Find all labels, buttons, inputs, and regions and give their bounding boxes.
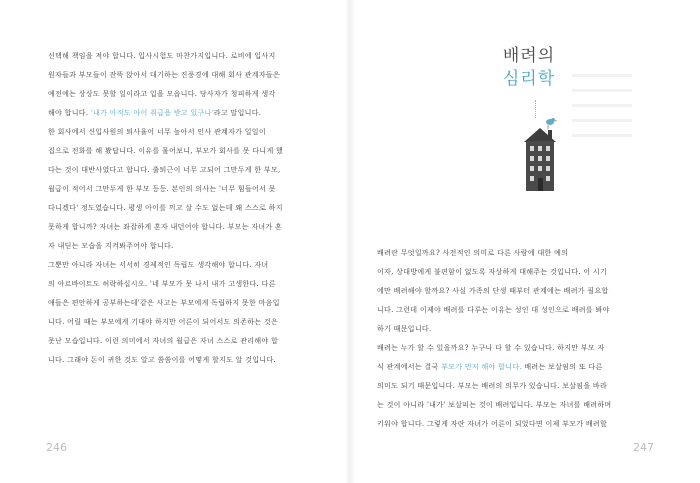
faded-background-text <box>572 74 642 149</box>
text-line: 의 아르바이트도 허락하십시오. '네 부모가 못 나서 내가 고생한다. 다른 <box>48 280 276 288</box>
left-body-text <box>48 47 310 370</box>
text-line: 니다. 어릴 때는 부모에게 기대야 하지만 어른이 되어서도 의존하는 것은 <box>48 318 279 326</box>
text-line: 이자, 상대방에게 불편함이 없도록 자상하게 대해주는 것입니다. 이 시기 <box>377 268 608 276</box>
text-line: 다니겠다' 정도였습니다. 평생 아이를 끼고 살 수도 없는데 왜 스스로 하지 <box>48 204 283 212</box>
text-line <box>48 104 310 123</box>
text-line: 한 회사에서 신입사원의 퇴사율이 너무 높아서 인사 관계자가 일일이 <box>48 128 266 136</box>
right-body-text <box>377 244 657 434</box>
text-line: 못하게 합니까? 자녀는 좌잡하게 혼자 내던어야 합니다. 부모는 자녀가 혼 <box>48 223 283 231</box>
text-line: 배려란 무엇일까요? 사전적인 의미로 다른 사람에 대한 예의 <box>377 249 569 257</box>
page-number-right: 247 <box>633 441 654 454</box>
text-line <box>377 358 657 377</box>
highlighted-text: '내가 아직도 아이 취급을 받고 있구나' <box>90 109 214 117</box>
house-with-bird-icon <box>510 110 570 195</box>
text-line: 원자들과 부모들이 잔뜩 앉아서 대기하는 진풍경에 대해 회사 관계자들은 <box>48 71 281 79</box>
text-line: 선택해 책임을 져야 합니다. 입사시험도 마찬가지입니다. 로비에 입사지 <box>48 52 276 60</box>
section-title <box>494 45 564 91</box>
text-line: 못난 모습입니다. 이런 의미에서 자녀의 월급은 자녀 스스로 관리해야 합 <box>48 337 279 345</box>
text-line: 그뿐만 아니라 자녀는 서서히 경제적인 독립도 생각해야 합니다. 자녀 <box>48 261 269 269</box>
text-line: 의미도 되기 때문입니다. 부모는 배려의 의무가 있습니다. 보살핌을 바라 <box>377 382 608 390</box>
book-gutter <box>345 0 355 483</box>
text-line: 배려는 누가 할 수 있을까요? 누구나 다 할 수 있습니다. 하지만 부모 자 <box>377 344 605 352</box>
text-segment: 해야 합니다. <box>48 109 91 117</box>
section-title-line1: 배려의 <box>502 46 556 66</box>
text-line: 에만 배려해야 할까요? 사실 가족의 단생 때부터 관계에는 배려가 필요합 <box>377 287 609 295</box>
text-line: 월급이 적어서 그만두게 한 부모 등등. 본인의 의사는 '너무 힘들어서 못 <box>48 185 276 193</box>
text-line: 자 내딛는 모습을 지켜봐주어야 합니다. <box>48 242 174 250</box>
text-line: 니다. 그런데 이제야 배려를 다루는 이유는 성인 대 성인으로 배려를 봐야 <box>377 306 610 314</box>
highlighted-text: 부모가 먼저 해야 합니다. <box>441 363 522 371</box>
text-line: 예전에는 상상도 못할 일이라고 입을 모읍니다. 당사자가 청피하게 생각 <box>48 90 276 98</box>
text-segment: 식 관계에서는 결국 <box>377 363 442 371</box>
text-line: 애들은 편안하게 공부하는데'같은 사고는 부모에게 독립하지 못한 마음입 <box>48 299 280 307</box>
text-line: 하기 때문입니다. <box>377 325 432 333</box>
section-title-line2: 심리학 <box>502 69 556 89</box>
text-line: 니다. 그래야 돈이 귀한 것도 알고 씀씀이를 어떻게 할지도 알 것입니다. <box>48 356 277 364</box>
text-line: 는 것이 아니라 '내가' 보살피는 것이 배려입니다. 부모는 자녀를 배려하며 <box>377 401 612 409</box>
text-line: 집으로 전화를 해 봤답니다. 이유를 물어보니, 부모가 회사를 못 다니게 했 <box>48 147 284 155</box>
page-number-left: 246 <box>46 441 67 454</box>
text-segment: 라고 말입니다. <box>213 109 262 117</box>
text-segment: 배려는 보살핌의 또 다른 <box>521 363 603 371</box>
text-line: 다는 것이 대반사였다고 합니다. 출퇴근이 너무 고되어 그만두게 한 부모, <box>48 166 281 174</box>
text-line: 키워야 합니다. 그렇게 자란 자녀가 어른이 되었다면 이제 부모가 배려할 <box>377 420 608 428</box>
